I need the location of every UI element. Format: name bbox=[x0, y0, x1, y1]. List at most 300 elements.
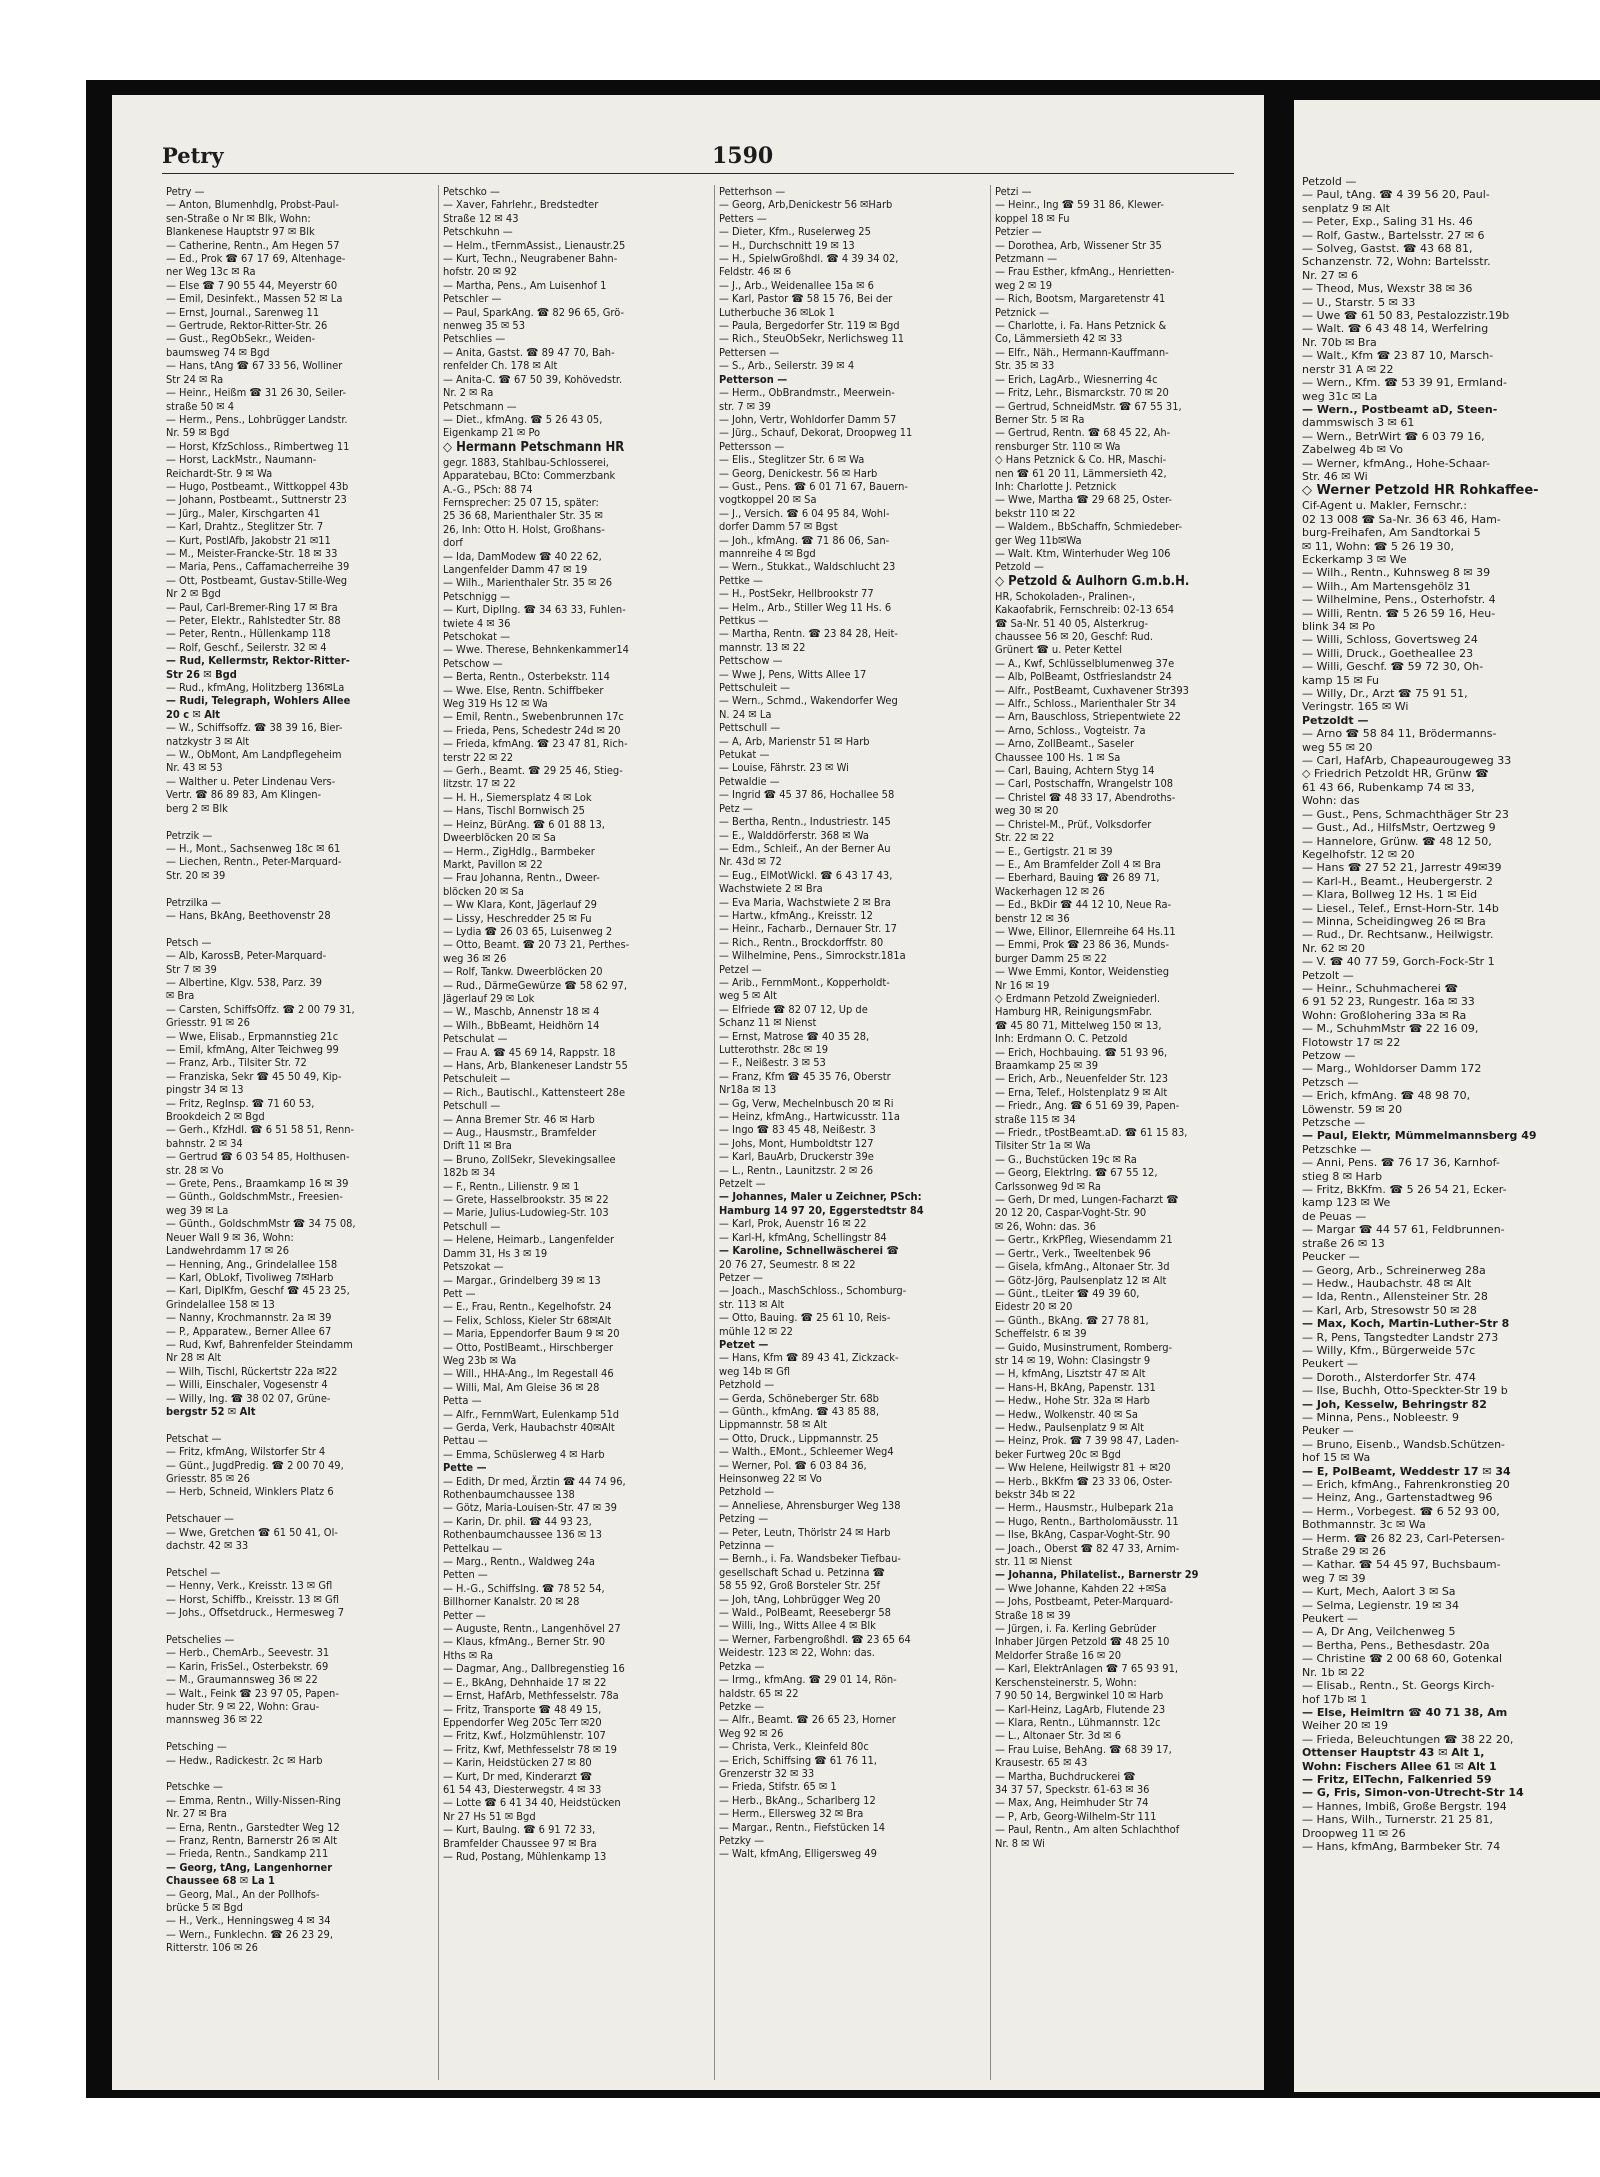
page-header bbox=[162, 143, 1234, 174]
directory-entry-line: weg 39 ✉ La bbox=[166, 1203, 229, 1217]
directory-entry-line: — H., Durchschnitt 19 ✉ 13 bbox=[719, 238, 855, 252]
directory-entry-line: — Maria, Pens., Caffamacherreihe 39 bbox=[166, 560, 350, 574]
directory-entry-line: — Ww Klara, Kont, Jägerlauf 29 bbox=[443, 898, 597, 912]
directory-entry-line: — Marg., Wohldorser Damm 172 bbox=[1302, 1062, 1482, 1076]
directory-entry-line: — Hans, Tischl Bornwisch 25 bbox=[443, 804, 585, 818]
directory-entry-line: — Eug., ElMotWickl. ☎ 6 43 17 43, bbox=[719, 868, 893, 882]
directory-entry-line: Eidestr 20 ✉ 20 bbox=[995, 1300, 1073, 1314]
directory-entry-line: mannsweg 36 ✉ 22 bbox=[166, 1713, 263, 1727]
spacer bbox=[166, 1619, 432, 1632]
directory-entry-line: Petz — bbox=[719, 801, 753, 815]
directory-entry-line: Straße 29 ✉ 26 bbox=[1302, 1545, 1386, 1559]
directory-entry-line: Petschke — bbox=[166, 1780, 223, 1794]
directory-entry-line: — Henny, Verk., Kreisstr. 13 ✉ Gfl bbox=[166, 1579, 333, 1593]
directory-entry-line: Petschko — bbox=[443, 185, 500, 198]
directory-entry-line: — Arno, ZollBeamt., Saseler bbox=[995, 737, 1135, 751]
directory-entry-line: — Joh, Kesselw, Behringstr 82 bbox=[1302, 1397, 1487, 1411]
directory-entry-line: — Willi, Druck., Goetheallee 23 bbox=[1302, 646, 1474, 660]
directory-entry-line: Petschel — bbox=[166, 1565, 221, 1579]
directory-entry-line: — Arib., FernmMont., Kopperholdt- bbox=[719, 975, 890, 989]
directory-entry-line: Grünert ☎ u. Peter Kettel bbox=[995, 643, 1122, 657]
directory-entry-line: Hamburg 14 97 20, Eggerstedtstr 84 bbox=[719, 1203, 924, 1217]
directory-entry-line: — Wern., Postbeamt aD, Steen- bbox=[1302, 402, 1498, 416]
directory-entry-line: Reichardt-Str. 9 ✉ Wa bbox=[166, 466, 273, 480]
directory-entry-line: weg 30 ✉ 20 bbox=[995, 804, 1059, 818]
directory-entry-line: Pettschull — bbox=[719, 721, 781, 735]
directory-entry-line: Carlssonweg 9d ✉ Ra bbox=[995, 1179, 1101, 1193]
directory-entry-line: — Herm., Ellersweg 32 ✉ Bra bbox=[719, 1807, 864, 1821]
directory-entry-line: Nr 28 ✉ Alt bbox=[166, 1351, 222, 1365]
directory-entry-line: — Fritz, Lehr., Bismarckstr. 70 ✉ 20 bbox=[995, 386, 1169, 400]
directory-entry-line: — Dieter, Kfm., Ruselerweg 25 bbox=[719, 225, 871, 239]
directory-entry-line: Petsching — bbox=[166, 1740, 227, 1754]
directory-entry-line: hofstr. 20 ✉ 92 bbox=[443, 265, 517, 279]
directory-entry-line: — Herb., BkAng., Scharlberg 12 bbox=[719, 1793, 876, 1807]
directory-entry-line: — Eva Maria, Wachstwiete 2 ✉ Bra bbox=[719, 895, 891, 909]
directory-entry-line: Nr. 70b ✉ Bra bbox=[1302, 335, 1377, 349]
directory-entry-line: — Hedw., Paulsenplatz 9 ✉ Alt bbox=[995, 1420, 1145, 1434]
directory-entry-line: — Hans, Kfm ☎ 89 43 41, Zickzack- bbox=[719, 1351, 899, 1365]
directory-entry-line: Str. 22 ✉ 22 bbox=[995, 831, 1055, 845]
directory-entry-line: — Friedr., Ang. ☎ 6 51 69 39, Papen- bbox=[995, 1099, 1180, 1113]
directory-entry-line: — Helm., tFernmAssist., Lienaustr.25 bbox=[443, 238, 626, 252]
directory-entry-line: Petszokat — bbox=[443, 1260, 504, 1274]
directory-entry-line: bekstr 110 ✉ 22 bbox=[995, 506, 1076, 520]
directory-entry-line: N. 24 ✉ La bbox=[719, 707, 772, 721]
directory-entry-line: — Wilh., BbBeamt, Heidhörn 14 bbox=[443, 1018, 600, 1032]
directory-entry-line: — Willy, Ing. ☎ 38 02 07, Grüne- bbox=[166, 1391, 331, 1405]
directory-entry-line: — Ilse, Buchh, Otto-Speckter-Str 19 b bbox=[1302, 1384, 1508, 1398]
directory-entry-line: — Gust., Pens, Schmachthäger Str 23 bbox=[1302, 807, 1509, 821]
directory-entry-line: — Götz-Jörg, Paulsenplatz 12 ✉ Alt bbox=[995, 1273, 1167, 1287]
directory-entry-line: 7 90 50 14, Bergwinkel 10 ✉ Harb bbox=[995, 1689, 1164, 1703]
directory-entry-line: — Herb, Schneid, Winklers Platz 6 bbox=[166, 1485, 334, 1499]
directory-entry-line: burger Damm 25 ✉ 22 bbox=[995, 951, 1107, 965]
directory-entry-line: — Carsten, SchiffsOffz. ☎ 2 00 79 31, bbox=[166, 1002, 355, 1016]
directory-entry-line: Weiher 20 ✉ 19 bbox=[1302, 1719, 1389, 1733]
directory-entry-line: — H., PostSekr, Hellbrookstr 77 bbox=[719, 587, 874, 601]
directory-entry-line: — Gerda, Schöneberger Str. 68b bbox=[719, 1391, 879, 1405]
directory-entry-line: — Paul, SparkAng. ☎ 82 96 65, Grö- bbox=[443, 305, 625, 319]
directory-entry-line: — Liesel., Telef., Ernst-Horn-Str. 14b bbox=[1302, 901, 1499, 915]
directory-entry-line: — Frau Luise, BehAng. ☎ 68 39 17, bbox=[995, 1742, 1172, 1756]
directory-entry-line: Pette — bbox=[443, 1461, 487, 1475]
directory-entry-line: — Lotte ☎ 6 41 34 40, Heidstücken bbox=[443, 1796, 621, 1810]
directory-entry-line: Schanz 11 ✉ Nienst bbox=[719, 1016, 817, 1030]
directory-entry-line: hof 15 ✉ Wa bbox=[1302, 1451, 1371, 1465]
directory-entry-line: de Peuas — bbox=[1302, 1209, 1367, 1223]
directory-entry-line: — Paul, Carl-Bremer-Ring 17 ✉ Bra bbox=[166, 600, 338, 614]
directory-entry-line: — Klaus, kfmAng., Berner Str. 90 bbox=[443, 1635, 606, 1649]
directory-entry-line: — Werner, kfmAng., Hohe-Schaar- bbox=[1302, 456, 1490, 470]
directory-entry-line: Hths ✉ Ra bbox=[443, 1648, 494, 1662]
directory-entry-line: — Hartw., kfmAng., Kreisstr. 12 bbox=[719, 908, 873, 922]
directory-entry-line: — Ilse, BkAng, Caspar-Voght-Str. 90 bbox=[995, 1528, 1171, 1542]
directory-entry-line: Ottenser Hauptstr 43 ✉ Alt 1, bbox=[1302, 1746, 1485, 1760]
directory-entry-line: — Bertha, Rentn., Industriestr. 145 bbox=[719, 815, 891, 829]
directory-entry-line: Eigenkamp 21 ✉ Po bbox=[443, 426, 541, 440]
directory-entry-line: weg 14b ✉ Gfl bbox=[719, 1364, 790, 1378]
directory-entry-line: Petzoldt — bbox=[1302, 713, 1369, 727]
directory-entry-line: A.-G., PSch: 88 74 bbox=[443, 482, 533, 496]
directory-entry-line: — Elfr., Näh., Hermann-Kauffmann- bbox=[995, 345, 1169, 359]
directory-entry-line: — Guido, Musinstrument, Romberg- bbox=[995, 1340, 1173, 1354]
directory-entry-line: kamp 123 ✉ We bbox=[1302, 1196, 1391, 1210]
directory-entry-line: — Werner, Farbengroßhdl. ☎ 23 65 64 bbox=[719, 1632, 911, 1646]
directory-entry-line: — M., Meister-Francke-Str. 18 ✉ 33 bbox=[166, 546, 338, 560]
directory-entry-line: — Kurt, DiplIng. ☎ 34 63 33, Fuhlen- bbox=[443, 603, 626, 617]
directory-entry-line: — Carl, HafArb, Chapeaurougeweg 33 bbox=[1302, 754, 1512, 768]
directory-entry-line: Eppendorfer Weg 205c Terr ✉20 bbox=[443, 1715, 602, 1729]
directory-entry-line: — F., Rentn., Lilienstr. 9 ✉ 1 bbox=[443, 1179, 580, 1193]
directory-entry-line: — Ernst, Matrose ☎ 40 35 28, bbox=[719, 1029, 870, 1043]
directory-entry-line: — Horst, LackMstr., Naumann- bbox=[166, 453, 317, 467]
directory-entry-line: — Ott, Postbeamt, Gustav-Stille-Weg bbox=[166, 573, 348, 587]
directory-entry-line: — Karl, Arb, Stresowstr 50 ✉ 28 bbox=[1302, 1303, 1477, 1317]
directory-entry-line: — Christel ☎ 48 33 17, Abendroths- bbox=[995, 790, 1176, 804]
directory-entry-line: — Alb, KarossB, Peter-Marquard- bbox=[166, 949, 327, 963]
directory-entry-line: — E., Frau, Rentn., Kegelhofstr. 24 bbox=[443, 1300, 612, 1314]
directory-entry-line: — Günth., BkAng. ☎ 27 78 81, bbox=[995, 1313, 1149, 1327]
directory-entry-line: Flotowstr 17 ✉ 22 bbox=[1302, 1035, 1401, 1049]
directory-entry-line: — Rud, Postang, Mühlenkamp 13 bbox=[443, 1849, 607, 1863]
directory-entry-line: — Karl-Heinz, LagArb, Flutende 23 bbox=[995, 1702, 1166, 1716]
directory-entry-line: Pettersson — bbox=[719, 439, 785, 453]
directory-entry-line: Lutterothstr. 28c ✉ 19 bbox=[719, 1043, 829, 1056]
directory-entry-line: — Johanna, Philatelist., Barnerstr 29 bbox=[995, 1568, 1199, 1582]
directory-entry-line: — Fritz, Kwf, Methfesselstr 78 ✉ 19 bbox=[443, 1742, 617, 1756]
directory-entry-line: — Edith, Dr med, Ärztin ☎ 44 74 96, bbox=[443, 1474, 626, 1488]
directory-entry-line: — Wilh., Marienthaler Str. 35 ✉ 26 bbox=[443, 576, 613, 590]
directory-entry-line: — Herm. ☎ 26 82 23, Carl-Petersen- bbox=[1302, 1531, 1505, 1545]
directory-entry-line: str. 113 ✉ Alt bbox=[719, 1297, 785, 1311]
directory-entry-line: — Gust., Pens. ☎ 6 01 71 67, Bauern- bbox=[719, 479, 909, 493]
directory-entry-line: — H., Verk., Henningsweg 4 ✉ 34 bbox=[166, 1914, 331, 1928]
directory-entry-line: — Joh, tAng, Lohbrügger Weg 20 bbox=[719, 1592, 881, 1606]
directory-entry-line: — Rolf, Gastw., Bartelsstr. 27 ✉ 6 bbox=[1302, 228, 1485, 242]
directory-entry-line: — Karin, Heidstücken 27 ✉ 80 bbox=[443, 1756, 592, 1770]
directory-entry-line: Straße 12 ✉ 43 bbox=[443, 211, 519, 225]
directory-entry-line: Fernsprecher: 25 07 15, später: bbox=[443, 495, 599, 509]
directory-page bbox=[112, 95, 1264, 2090]
directory-entry-line: — Werner, Pol. ☎ 6 03 84 36, bbox=[719, 1458, 867, 1472]
directory-entry-line: — Wwe. Therese, Behnkenkammer14 bbox=[443, 643, 629, 657]
directory-entry-line: — Else, Heimltrn ☎ 40 71 38, Am bbox=[1302, 1705, 1508, 1719]
directory-entry-line: Inh: Erdmann O. C. Petzold bbox=[995, 1032, 1128, 1046]
directory-entry-line: Petzschke — bbox=[1302, 1142, 1372, 1156]
directory-entry-line: — Karin, FrisSel., Osterbekstr. 69 bbox=[166, 1659, 329, 1673]
directory-entry-line: mühle 12 ✉ 22 bbox=[719, 1324, 793, 1338]
directory-entry-line: chaussee 56 ✉ 20, Geschf: Rud. bbox=[995, 630, 1154, 643]
spacer bbox=[166, 1727, 432, 1740]
directory-entry-line: Weidestr. 123 ✉ 22, Wohn: das. bbox=[719, 1646, 875, 1660]
directory-entry-line: mannstr. 13 ✉ 22 bbox=[719, 640, 806, 654]
directory-entry-line: — Will., HHA-Ang., Im Regestall 46 bbox=[443, 1367, 614, 1381]
directory-entry-line: — P., Apparatew., Berner Allee 67 bbox=[166, 1324, 332, 1338]
directory-entry-line: blöcken 20 ✉ Sa bbox=[443, 884, 524, 898]
directory-entry-line: Griesstr. 85 ✉ 26 bbox=[166, 1472, 250, 1485]
directory-entry-line: gegr. 1883, Stahlbau-Schlosserei, bbox=[443, 455, 609, 469]
directory-entry-line: — Arno, Schloss., Vogteistr. 7a bbox=[995, 723, 1146, 737]
directory-entry-line: ◇ Erdmann Petzold Zweigniederl. bbox=[995, 991, 1160, 1005]
directory-entry-line: — Joach., MaschSchloss., Schomburg- bbox=[719, 1284, 907, 1298]
directory-entry-line: — P, Arb, Georg-Wilhelm-Str 111 bbox=[995, 1809, 1157, 1823]
directory-entry-line: Schanzenstr. 72, Wohn: Bartelsstr. bbox=[1302, 255, 1491, 269]
directory-entry-line: Petzsch — bbox=[1302, 1075, 1359, 1089]
directory-entry-line: — Heinr., Facharb., Dernauer Str. 17 bbox=[719, 922, 897, 936]
directory-entry-line: Petzi — bbox=[995, 185, 1032, 198]
directory-entry-line: — Rolf, Tankw. Dweerblöcken 20 bbox=[443, 965, 603, 979]
directory-entry-line: — Erich, Arb., Neuenfelder Str. 123 bbox=[995, 1072, 1169, 1086]
directory-entry-line: — G, Fris, Simon-von-Utrecht-Str 14 bbox=[1302, 1786, 1524, 1800]
directory-entry-line: Grenzerstr 32 ✉ 33 bbox=[719, 1766, 815, 1780]
directory-entry-line: Bothmannstr. 3c ✉ Wa bbox=[1302, 1518, 1426, 1532]
directory-entry-line: — Margar ☎ 44 57 61, Feldbrunnen- bbox=[1302, 1223, 1505, 1237]
directory-entry-line: — Ed., BkDir ☎ 44 12 10, Neue Ra- bbox=[995, 898, 1172, 912]
directory-entry-line: — Erna, Rentn., Garstedter Weg 12 bbox=[166, 1820, 340, 1834]
directory-entry-line: — Hedw., Wolkenstr. 40 ✉ Sa bbox=[995, 1407, 1138, 1421]
directory-entry-line: — Rud., Dr. Rechtsanw., Heilwigstr. bbox=[1302, 928, 1494, 942]
directory-entry-line: — Frieda, Stifstr. 65 ✉ 1 bbox=[719, 1780, 837, 1794]
directory-entry-line: — Frieda, Beleuchtungen ☎ 38 22 20, bbox=[1302, 1732, 1514, 1746]
directory-entry-line: — Solveg, Gastst. ☎ 43 68 81, bbox=[1302, 242, 1473, 256]
directory-entry-line: — Ingrid ☎ 45 37 86, Hochallee 58 bbox=[719, 788, 895, 802]
directory-entry-line: — Hugo, Postbeamt., Wittkoppel 43b bbox=[166, 479, 349, 493]
directory-entry-line: Chaussee 100 Hs. 1 ✉ Sa bbox=[995, 750, 1121, 764]
directory-entry-line: — Willi, Rentn. ☎ 5 26 59 16, Heu- bbox=[1302, 606, 1496, 620]
directory-entry-line: hof 17b ✉ 1 bbox=[1302, 1692, 1368, 1706]
directory-entry-line: — Wern., Kfm. ☎ 53 39 91, Ermland- bbox=[1302, 376, 1507, 390]
directory-entry-line: — Fritz, RegInsp. ☎ 71 60 53, bbox=[166, 1096, 315, 1110]
adjacent-column bbox=[1302, 175, 1596, 2082]
directory-entry-line: 61 54 43, Diesterwegstr. 4 ✉ 33 bbox=[443, 1782, 602, 1796]
directory-entry-line: — Willi, Schloss, Govertsweg 24 bbox=[1302, 633, 1478, 647]
directory-entry-line: Ritterstr. 106 ✉ 26 bbox=[166, 1941, 258, 1955]
directory-entry-line: — Kurt, Dr med, Kinderarzt ☎ bbox=[443, 1769, 593, 1783]
directory-entry-line: Petwaldie — bbox=[719, 774, 780, 788]
directory-entry-line: — Theod, Mus, Wexstr 38 ✉ 36 bbox=[1302, 282, 1473, 296]
directory-entry-line: — Max, Ang, Heimhuder Str 74 bbox=[995, 1796, 1149, 1810]
directory-entry-line: Nr. 59 ✉ Bgd bbox=[166, 426, 230, 440]
directory-entry-line: — Karl, DiplKfm, Geschf ☎ 45 23 25, bbox=[166, 1284, 350, 1298]
directory-entry-line: — Heinz, Prok. ☎ 7 39 98 47, Laden- bbox=[995, 1434, 1179, 1448]
directory-entry-line: senplatz 9 ✉ Alt bbox=[1302, 201, 1390, 215]
directory-entry-line: — Erna, Telef., Holstenplatz 9 ✉ Alt bbox=[995, 1085, 1168, 1099]
directory-entry-line: — Otto, PostlBeamt., Hirschberger bbox=[443, 1340, 614, 1354]
directory-entry-line: — Martha, Pens., Am Luisenhof 1 bbox=[443, 278, 607, 292]
directory-entry-line: — Hans-H, BkAng, Papenstr. 131 bbox=[995, 1380, 1156, 1394]
directory-entry-line: — Erich, kfmAng., Fahrenkronstieg 20 bbox=[1302, 1478, 1510, 1491]
directory-entry-line: Hamburg HR, ReinigungsmFabr. bbox=[995, 1005, 1152, 1019]
directory-entry-line: — Rich., Rentn., Brockdorffstr. 80 bbox=[719, 935, 884, 949]
directory-entry-line: — Fritz, BkKfm. ☎ 5 26 54 21, Ecker- bbox=[1302, 1183, 1507, 1197]
directory-entry-line: Petterhson — bbox=[719, 185, 786, 198]
directory-entry-line: Wohn: Großlohering 33a ✉ Ra bbox=[1302, 1008, 1467, 1022]
spacer bbox=[166, 1552, 432, 1565]
page-number: 1590 bbox=[712, 143, 774, 169]
directory-entry-line: Rothenbaumchaussee 138 bbox=[443, 1488, 575, 1501]
directory-entry-line: Pett — bbox=[443, 1286, 476, 1300]
directory-entry-line: — Joach., Oberst ☎ 82 47 33, Arnim- bbox=[995, 1541, 1180, 1555]
directory-entry-line: Damm 31, Hs 3 ✉ 19 bbox=[443, 1246, 548, 1260]
directory-entry-line: ◇ Hans Petznick & Co. HR, Maschi- bbox=[995, 453, 1167, 467]
directory-entry-line: — Hedw., Haubachstr. 48 ✉ Alt bbox=[1302, 1276, 1472, 1290]
directory-column-2 bbox=[438, 185, 714, 2080]
directory-entry-line: Markt, Pavillon ✉ 22 bbox=[443, 857, 543, 871]
directory-entry-line: Str. 20 ✉ 39 bbox=[166, 868, 226, 882]
directory-entry-line: — Walt., Kfm ☎ 23 87 10, Marsch- bbox=[1302, 349, 1494, 363]
directory-entry-line: twiete 4 ✉ 36 bbox=[443, 616, 511, 630]
directory-entry-line: weg 2 ✉ 19 bbox=[995, 278, 1053, 292]
directory-entry-line: natzkystr 3 ✉ Alt bbox=[166, 734, 250, 748]
directory-entry-line: — Herm., Vorbegest. ☎ 6 52 93 00, bbox=[1302, 1504, 1500, 1518]
directory-entry-line: ✉ 26, Wohn: das. 36 bbox=[995, 1219, 1096, 1233]
directory-entry-line: — Peter, Exp., Saling 31 Hs. 46 bbox=[1302, 215, 1473, 229]
directory-entry-line: Pettau — bbox=[443, 1434, 488, 1448]
directory-entry-line: 58 55 92, Groß Borsteler Str. 25f bbox=[719, 1579, 880, 1593]
directory-entry-line: Str. 35 ✉ 33 bbox=[995, 359, 1055, 373]
directory-entry-line: Petter — bbox=[443, 1608, 486, 1622]
directory-entry-line: — Gerh, Dr med, Lungen-Facharzt ☎ bbox=[995, 1193, 1179, 1207]
directory-entry-line: Petschull — bbox=[443, 1219, 501, 1233]
directory-entry-line: Löwenstr. 59 ✉ 20 bbox=[1302, 1102, 1403, 1116]
directory-entry-line: — Hans, Arb, Blankeneser Landstr 55 bbox=[443, 1059, 628, 1072]
directory-entry-line: 20 12 20, Caspar-Voght-Str. 90 bbox=[995, 1206, 1147, 1220]
directory-entry-line: dorf bbox=[443, 536, 463, 550]
directory-entry-line: — Anna Bremer Str. 46 ✉ Harb bbox=[443, 1112, 595, 1126]
directory-entry-line: — Wwe, Martha ☎ 29 68 25, Oster- bbox=[995, 493, 1172, 507]
directory-entry-line: — Johannes, Maler u Zeichner, PSch: bbox=[719, 1190, 922, 1204]
directory-entry-line: Weg 319 Hs 12 ✉ Wa bbox=[443, 697, 548, 711]
directory-entry-line: — Ida, DamModew ☎ 40 22 62, bbox=[443, 549, 602, 563]
directory-entry-line: — Paul, Elektr, Mümmelmannsberg 49 bbox=[1302, 1129, 1537, 1143]
directory-entry-line: Nr. 2 ✉ Ra bbox=[443, 386, 494, 400]
directory-entry-line: sen-Straße o Nr ✉ Blk, Wohn: bbox=[166, 211, 311, 225]
directory-entry-line: Petschulat — bbox=[443, 1032, 508, 1046]
directory-entry-line: — Karl, Pastor ☎ 58 15 76, Bei der bbox=[719, 292, 893, 306]
directory-columns bbox=[162, 185, 1240, 2080]
directory-entry-line: Petschat — bbox=[166, 1431, 222, 1445]
directory-entry-line: Straße 18 ✉ 39 bbox=[995, 1608, 1071, 1622]
directory-entry-line: — Walt., Feink ☎ 23 97 05, Papen- bbox=[166, 1686, 339, 1700]
directory-entry-line: — Horst, KfzSchloss., Rimbertweg 11 bbox=[166, 439, 350, 453]
directory-entry-line: — Erich, Schiffsing ☎ 61 76 11, bbox=[719, 1753, 877, 1767]
directory-entry-line: Scheffelstr. 6 ✉ 39 bbox=[995, 1327, 1087, 1341]
directory-entry-line: — Hugo, Rentn., Bartholomäusstr. 11 bbox=[995, 1514, 1179, 1528]
directory-entry-line: nenweg 35 ✉ 53 bbox=[443, 319, 526, 333]
directory-entry-line: Apparatebau, BCto: Commerzbank bbox=[443, 469, 616, 483]
directory-entry-line: — Wwe, Ellinor, Ellernreihe 64 Hs.11 bbox=[995, 924, 1176, 938]
directory-entry-line: — Jürg., Maler, Kirschgarten 41 bbox=[166, 506, 321, 520]
directory-entry-line: — Wilhelmine, Pens., Osterhofstr. 4 bbox=[1302, 593, 1496, 607]
directory-entry-line: weg 5 ✉ Alt bbox=[719, 989, 777, 1003]
directory-entry-line: Weg 92 ✉ 26 bbox=[719, 1726, 784, 1740]
directory-entry-line: Drift 11 ✉ Bra bbox=[443, 1139, 512, 1153]
directory-entry-line: — Gg, Verw, Mechelnbusch 20 ✉ Ri bbox=[719, 1096, 894, 1110]
directory-entry-line: — Berta, Rentn., Osterbekstr. 114 bbox=[443, 670, 610, 684]
directory-entry-line: weg 31c ✉ La bbox=[1302, 389, 1378, 403]
directory-entry-line: — Rolf, Geschf., Seilerstr. 32 ✉ 4 bbox=[166, 640, 327, 654]
directory-entry-line: Petzka — bbox=[719, 1659, 765, 1673]
directory-entry-line: — Anneliese, Ahrensburger Weg 138 bbox=[719, 1498, 901, 1512]
directory-entry-line: — Walt, kfmAng, Elligersweg 49 bbox=[719, 1847, 877, 1861]
directory-entry-line: Petrzilka — bbox=[166, 895, 221, 909]
directory-entry-line: Dweerblöcken 20 ✉ Sa bbox=[443, 831, 556, 845]
directory-entry-line: — Rich., SteuObSekr, Nerlichsweg 11 bbox=[719, 332, 904, 346]
directory-entry-line: Str 24 ✉ Ra bbox=[166, 372, 224, 386]
directory-entry-line: — Rud., DärmeGewürze ☎ 58 62 97, bbox=[443, 978, 627, 992]
directory-entry-line: Petzke — bbox=[719, 1699, 765, 1713]
directory-entry-line: str. 7 ✉ 39 bbox=[719, 399, 771, 413]
directory-entry-line: — Xaver, Fahrlehr., Bredstedter bbox=[443, 198, 599, 212]
directory-entry-line: Nr. 27 ✉ Bra bbox=[166, 1807, 227, 1821]
directory-entry-line: — Willi, Geschf. ☎ 59 72 30, Oh- bbox=[1302, 660, 1484, 674]
directory-entry-line: — Helene, Heimarb., Langenfelder bbox=[443, 1233, 615, 1247]
directory-entry-line: Petzel — bbox=[719, 962, 762, 976]
directory-entry-line: Nr. 43d ✉ 72 bbox=[719, 855, 782, 869]
directory-entry-line: — Bruno, Eisenb., Wandsb.Schützen- bbox=[1302, 1437, 1506, 1451]
directory-entry-line: — Anita, Gastst. ☎ 89 47 70, Bah- bbox=[443, 345, 615, 359]
directory-entry-line: str. 11 ✉ Nienst bbox=[995, 1555, 1073, 1569]
directory-entry-line: Petschkuhn — bbox=[443, 225, 513, 239]
directory-entry-line: mannreihe 4 ✉ Bgd bbox=[719, 546, 816, 560]
directory-entry-line: — Minna, Pens., Nobleestr. 9 bbox=[1302, 1410, 1460, 1424]
directory-entry-line: — Jürgen, i. Fa. Kerling Gebrüder bbox=[995, 1622, 1157, 1636]
directory-entry-line: Nr 2 ✉ Bgd bbox=[166, 587, 221, 601]
directory-entry-line: — Edm., Schleif., An der Berner Au bbox=[719, 841, 891, 855]
directory-entry-line: Droopweg 11 ✉ 26 bbox=[1302, 1826, 1406, 1840]
directory-entry-line: Lippmannstr. 58 ✉ Alt bbox=[719, 1418, 828, 1432]
directory-entry-line: — Gertrud ☎ 6 03 54 85, Holthusen- bbox=[166, 1150, 350, 1164]
directory-entry-line: — Jürg., Schauf, Dekorat, Droopweg 11 bbox=[719, 426, 913, 440]
directory-column-1 bbox=[162, 185, 438, 2080]
directory-entry-line: Tilsiter Str 1a ✉ Wa bbox=[995, 1139, 1091, 1153]
directory-entry-line: ✉ 11, Wohn: ☎ 5 26 19 30, bbox=[1302, 539, 1454, 553]
directory-entry-line: — Marie, Julius-Ludowieg-Str. 103 bbox=[443, 1206, 609, 1220]
directory-entry-line: huder Str. 9 ✉ 22, Wohn: Grau- bbox=[166, 1699, 320, 1713]
directory-entry-line: Petschuleit — bbox=[443, 1072, 511, 1086]
directory-entry-line: — Ernst, Journal., Sarenweg 11 bbox=[166, 305, 320, 319]
directory-entry-line: Petzky — bbox=[719, 1833, 764, 1847]
directory-entry-line: Kegelhofstr. 12 ✉ 20 bbox=[1302, 847, 1415, 861]
directory-entry-line: bergstr 52 ✉ Alt bbox=[166, 1404, 256, 1418]
directory-entry-line: — Fritz, Kwf., Holzmühlenstr. 107 bbox=[443, 1729, 606, 1743]
directory-entry-line: — Wilh., Am Martensgehölz 31 bbox=[1302, 579, 1471, 593]
directory-entry-line: — Emil, kfmAng, Alter Teichweg 99 bbox=[166, 1043, 339, 1056]
directory-entry-line: — Ida, Rentn., Allensteiner Str. 28 bbox=[1302, 1290, 1488, 1304]
directory-entry-line: Petschnigg — bbox=[443, 589, 511, 603]
directory-entry-line: — Gust., RegObSekr., Weiden- bbox=[166, 332, 316, 346]
directory-entry-line: — Joh., kfmAng. ☎ 71 86 06, San- bbox=[719, 533, 890, 547]
directory-entry-line: — Wwe, Gretchen ☎ 61 50 41, Ol- bbox=[166, 1525, 338, 1539]
directory-entry-line: renfelder Ch. 178 ✉ Alt bbox=[443, 359, 558, 373]
directory-entry-line: — Hans ☎ 27 52 21, Jarrestr 49✉39 bbox=[1302, 861, 1502, 875]
directory-entry-line: Vertr. ☎ 86 89 83, Am Klingen- bbox=[166, 788, 322, 802]
directory-entry-line: — Rudi, Telegraph, Wohlers Allee bbox=[166, 694, 351, 708]
directory-entry-line: — Emma, Schüslerweg 4 ✉ Harb bbox=[443, 1447, 605, 1461]
directory-entry-line: Petters — bbox=[719, 211, 767, 225]
directory-entry-line: — Frau Johanna, Rentn., Dweer- bbox=[443, 871, 600, 885]
directory-entry-line: — Doroth., Alsterdorfer Str. 474 bbox=[1302, 1370, 1476, 1384]
directory-entry-line: — J., Versich. ☎ 6 04 95 84, Wohl- bbox=[719, 506, 890, 520]
directory-entry-line: Petschelies — bbox=[166, 1632, 235, 1646]
directory-entry-line: Petzier — bbox=[995, 225, 1042, 239]
directory-entry-line: — Willi, Ing., Witts Allee 4 ✉ Blk bbox=[719, 1619, 876, 1633]
directory-entry-line: Petschler — bbox=[443, 292, 502, 306]
directory-entry-line: — Fritz, Transporte ☎ 48 49 15, bbox=[443, 1702, 602, 1716]
directory-entry-line: — Karl, Drahtz., Steglitzer Str. 7 bbox=[166, 520, 324, 534]
directory-entry-line: Bramfelder Chaussee 97 ✉ Bra bbox=[443, 1836, 597, 1850]
